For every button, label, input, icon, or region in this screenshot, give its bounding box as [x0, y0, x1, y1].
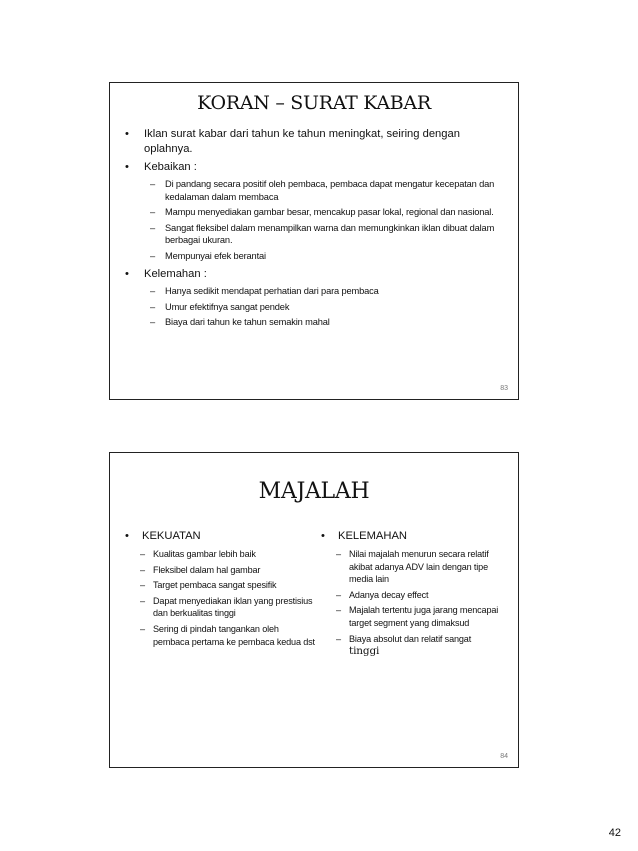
- bullet-text: KEKUATAN: [142, 530, 201, 542]
- sub-item-text: Biaya absolut dan relatif sangat: [349, 633, 472, 644]
- column-kekuatan: [120, 529, 315, 653]
- bullet-icon: •: [125, 530, 129, 542]
- sub-item-text: Umur efektifnya sangat pendek: [165, 301, 290, 312]
- sub-list-kelemahan: [120, 285, 510, 329]
- sub-item-text: Sering di pindah tangankan oleh pembaca pertama ke pembaca kedua dst: [153, 623, 315, 647]
- sub-item-text: Di pandang secara positif oleh pembaca, pembaca dapat mengatur kecepatan dan kedalaman dalam membaca: [165, 179, 495, 202]
- slide-title: MAJALAH: [258, 479, 370, 504]
- sub-item: [120, 285, 510, 298]
- sub-item: [120, 222, 510, 247]
- sub-item: [316, 548, 512, 586]
- sub-item: [316, 633, 512, 658]
- dash-icon: –: [336, 633, 341, 644]
- dash-icon: –: [150, 179, 156, 189]
- bullet-icon: •: [321, 530, 325, 542]
- sub-item-text: Biaya dari tahun ke tahun semakin mahal: [165, 317, 330, 327]
- sub-item: [120, 316, 510, 329]
- bullet-item: [120, 267, 510, 282]
- sub-item: [120, 250, 510, 263]
- bullet-icon: •: [125, 128, 129, 140]
- column-kelemahan: [316, 529, 512, 663]
- sub-item-text: Dapat menyediakan iklan yang prestisius dan berkualitas tinggi: [153, 595, 313, 619]
- sub-list: [120, 548, 315, 648]
- sub-item: [120, 595, 315, 620]
- sub-list: [316, 548, 512, 658]
- dash-icon: –: [140, 595, 145, 606]
- bullet-text: KELEMAHAN: [338, 530, 408, 542]
- dash-icon: –: [336, 605, 341, 616]
- dash-icon: –: [150, 301, 156, 312]
- bullet-item: [120, 127, 510, 157]
- bullet-text: Kebaikan :: [144, 161, 197, 173]
- dash-icon: –: [140, 580, 145, 591]
- sub-item-text: Fleksibel dalam hal gambar: [153, 564, 261, 575]
- dash-icon: –: [150, 317, 156, 327]
- slide-number: 84: [500, 753, 508, 760]
- dash-icon: –: [140, 549, 145, 559]
- sub-item: [120, 548, 315, 561]
- slide-number: 83: [500, 385, 508, 392]
- bullet-text: Kelemahan :: [144, 268, 207, 280]
- bullet-icon: •: [125, 268, 129, 280]
- bullet-icon: •: [125, 161, 129, 173]
- sub-item: [316, 589, 512, 602]
- dash-icon: –: [140, 623, 145, 634]
- sub-item: [120, 301, 510, 314]
- dash-icon: –: [150, 286, 156, 296]
- sub-item-text: Majalah tertentu juga jarang mencapai target segment yang dimaksud: [349, 605, 499, 628]
- sub-item: [316, 604, 512, 629]
- bullet-item: [316, 529, 512, 544]
- slide-content: [120, 127, 510, 334]
- sub-item: [120, 564, 315, 577]
- dash-icon: –: [150, 207, 156, 217]
- dash-icon: –: [336, 549, 341, 559]
- bullet-item: [120, 529, 315, 544]
- bullet-item: [120, 160, 510, 175]
- sub-item-text: Mempunyai efek berantai: [165, 250, 266, 261]
- bullet-text: Iklan surat kabar dari tahun ke tahun meningkat, seiring dengan oplahnya.: [144, 128, 460, 155]
- sub-item: [120, 206, 510, 219]
- sub-item-tail: tinggi: [349, 645, 380, 658]
- sub-item: [120, 178, 510, 203]
- sub-list-kebaikan: [120, 178, 510, 262]
- page-number: 42: [608, 827, 621, 839]
- dash-icon: –: [150, 222, 156, 233]
- sub-item-text: Nilai majalah menurun secara relatif akibat adanya ADV lain dengan tipe media lain: [349, 549, 489, 585]
- sub-item-text: Kualitas gambar lebih baik: [153, 549, 256, 559]
- sub-item-text: Target pembaca sangat spesifik: [153, 580, 277, 591]
- sub-item-text: Sangat fleksibel dalam menampilkan warna dan memungkinkan iklan dibuat dalam berbagai ukuran.: [165, 222, 495, 245]
- slide-title: KORAN – SURAT KABAR: [197, 92, 431, 114]
- sub-item-text: Adanya decay effect: [349, 589, 429, 600]
- sub-item: [120, 579, 315, 592]
- dash-icon: –: [150, 250, 156, 261]
- sub-item-text: Hanya sedikit mendapat perhatian dari para pembaca: [165, 286, 379, 296]
- dash-icon: –: [336, 589, 341, 600]
- sub-item: [120, 623, 315, 648]
- sub-item-text: Mampu menyediakan gambar besar, mencakup pasar lokal, regional dan nasional.: [165, 207, 494, 217]
- slide-koran: [109, 82, 519, 400]
- dash-icon: –: [140, 564, 145, 575]
- slide-majalah: [109, 452, 519, 768]
